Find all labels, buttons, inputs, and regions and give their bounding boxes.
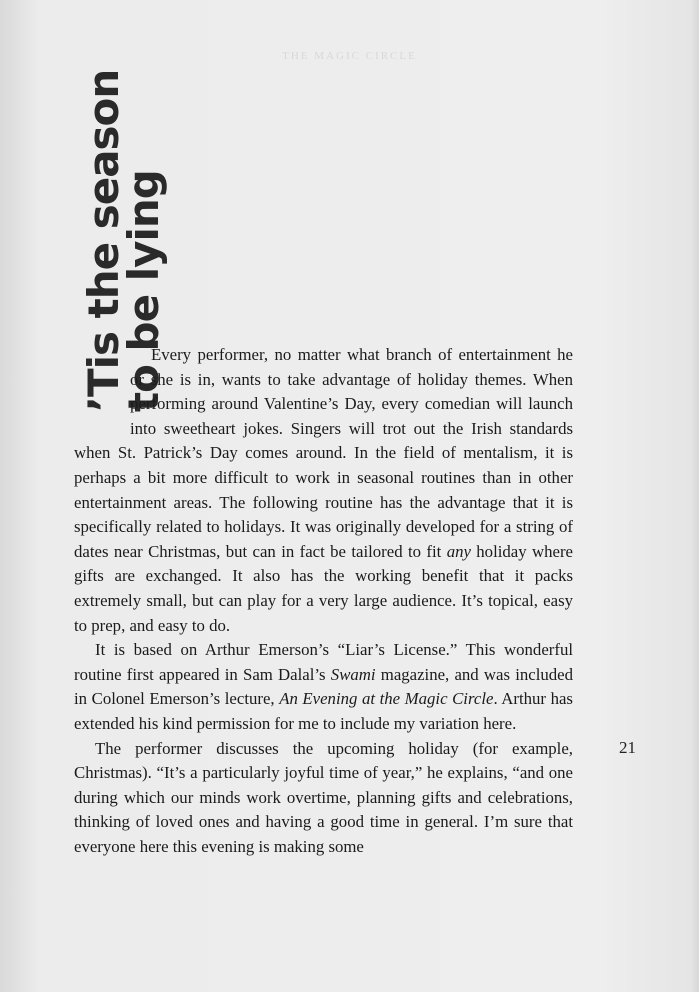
paragraph-3 — [74, 737, 573, 860]
paragraph-2-text-b: magazine, and was included in Colonel Emerson’s lecture, — [74, 664, 573, 709]
paragraph-1 — [74, 343, 573, 638]
paragraph-1-italic: any — [446, 541, 471, 561]
paragraph-2-text-a: It is based on Arthur Emerson’s “Liar’s License.” This wonderful routine first appeared in Sam Dalal’s — [74, 640, 573, 684]
page-number: 21 — [619, 738, 636, 757]
title-wrap-spacer — [74, 343, 130, 441]
running-head: THE MAGIC CIRCLE — [282, 50, 417, 62]
paragraph-2-text-c: . Arthur has extended his kind permission for me to include my variation here. — [74, 689, 573, 733]
chapter-title-line-1: ’Tis the season — [79, 69, 128, 412]
paragraph-3-text: The performer discusses the upcoming holiday (for example, Christmas). “It’s a particularly joyful time of year,” he explains, “and one during which our minds work overtime, planning gifts and celebrations, thinking of loved ones and having a good time in general. I’m sure that everyone here this evening is making some — [74, 738, 573, 856]
paragraph-1-text-b: holiday where gifts are exchanged. It also has the working benefit that it packs extremely small, but can play for a very large audience. It’s topical, easy to prep, and easy to do. — [74, 541, 573, 635]
paragraph-2 — [74, 638, 573, 736]
paragraph-2-italic-lecture: An Evening at the Magic Circle — [279, 689, 494, 709]
chapter-title-line-2: to be lying — [119, 170, 168, 412]
body-text — [74, 343, 573, 859]
page-edge-shadow — [691, 0, 699, 992]
paragraph-1-text-a: Every performer, no matter what branch of entertainment he or she is in, wants to take advantage of holiday themes. When performing around Valentine’s Day, every comedian will launch into sweetheart jokes. Singers will trot out the Irish standards when St. Patrick’s Day comes around. In the field of mentalism, it is perhaps a bit more difficult to work in seasonal routines than in other entertainment areas. The following routine has the advantage that it is specifically related to holidays. It was originally developed for a string of dates near Christmas, but can in fact be tailored to fit — [74, 345, 573, 561]
paragraph-2-italic-swami: Swami — [330, 664, 376, 684]
